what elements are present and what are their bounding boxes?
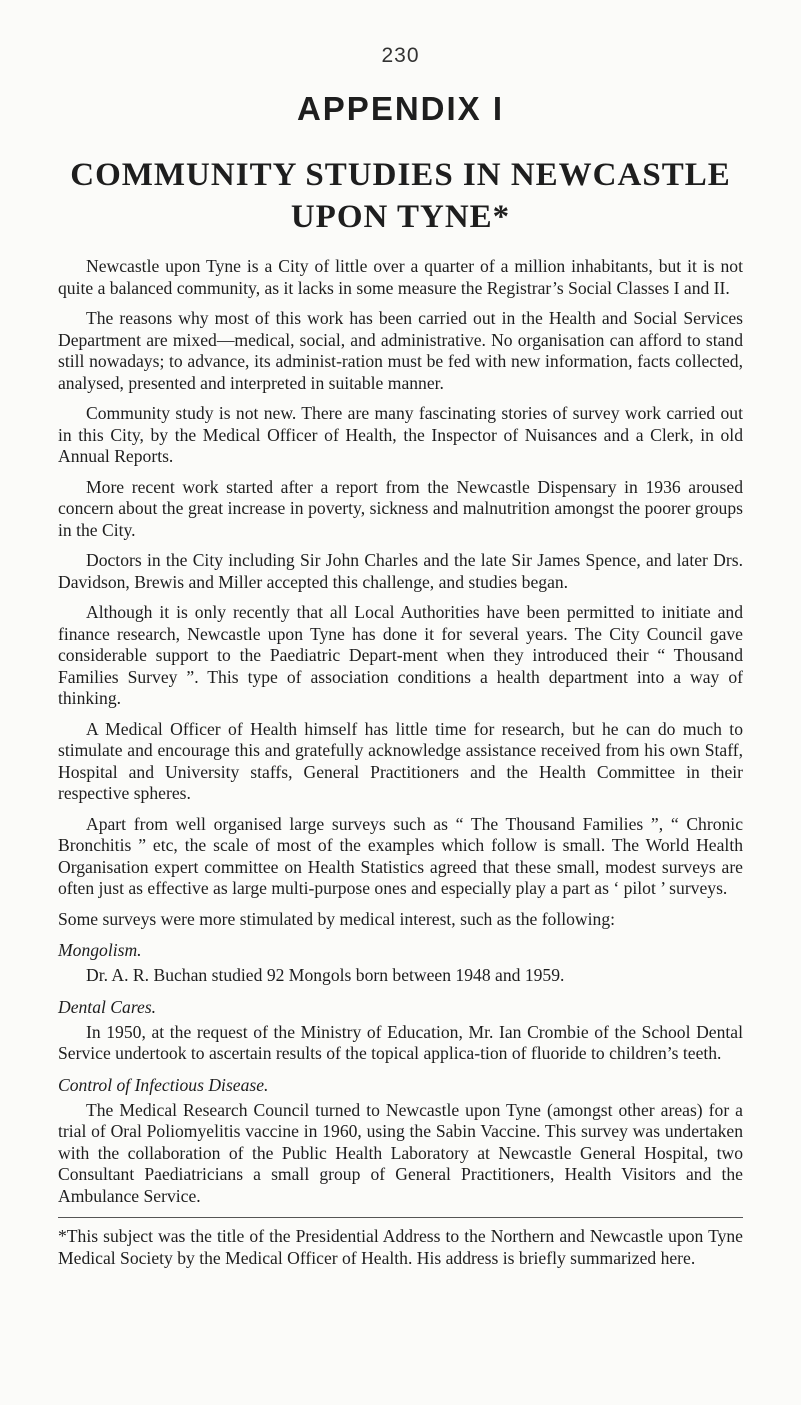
footnote: *This subject was the title of the Presidential Address to the Northern and Newcastle upon Tyne Medical Society by the Medical Officer of Health. His address is briefly summarized here. — [58, 1226, 743, 1268]
paragraph: A Medical Officer of Health himself has little time for research, but he can do much to stimulate and encourage this and gratefully acknowledge assistance received from his own Staff, Hospital and University staffs, General Practitioners and the Health Committee in their respective spheres. — [58, 718, 743, 803]
paragraph: Some surveys were more stimulated by medical interest, such as the following: — [58, 908, 616, 929]
section-heading-dental-cares: Dental Cares. — [58, 996, 157, 1017]
section-heading-mongolism: Mongolism. — [58, 940, 142, 960]
paragraph: Doctors in the City including Sir John Charles and the late Sir James Spence, and later Drs. Davidson, Brewis and Miller accepted this challenge, and studies began. — [58, 550, 743, 592]
section-text-infectious-disease: The Medical Research Council turned to Newcastle upon Tyne (amongst other areas) for a trial of Oral Poliomyelitis vaccine in 1960, using the Sabin Vaccine. This survey was undertaken with the collaboration of the Public Health Laboratory at Newcastle General Hospital, two Consultant Paediatricians a small group of General Practitioners, Health Visitors and the Ambulance Service. — [58, 1099, 743, 1206]
page-number: 230 — [381, 44, 420, 67]
paragraph: Community study is not new. There are many fascinating stories of survey work carried out in this City, by the Medical Officer of Health, the Inspector of Nuisances and a Clerk, in old Annual Reports. — [58, 403, 743, 466]
appendix-title: APPENDIX I — [296, 90, 505, 127]
section-heading-infectious-disease: Control of Infectious Disease. — [58, 1074, 269, 1095]
body-text — [58, 256, 743, 1207]
paragraph: Although it is only recently that all Local Authorities have been permitted to initiate and finance research, Newcastle upon Tyne has done it for several years. The City Council gave considerable support to the Paediatric Depart-ment when they introduced their “ Thousand Families Survey ”. This type of association conditions a health department into a way of thinking. — [58, 602, 743, 708]
paragraph: More recent work started after a report from the Newcastle Dispensary in 1936 aroused concern about the great increase in poverty, sickness and malnutrition amongst the poorer groups in the City. — [58, 476, 743, 540]
main-title-line-1: COMMUNITY STUDIES IN NEWCASTLE — [70, 157, 731, 193]
paragraph: The reasons why most of this work has been carried out in the Health and Social Services Department are mixed—medical, social, and administrative. No organisation can afford to stand still nowadays; to advance, its administ-ration must be fed with new information, facts collected, analysed, presented and interpreted in suitable manner. — [58, 308, 743, 393]
section-text-mongolism: Dr. A. R. Buchan studied 92 Mongols born between 1948 and 1959. — [86, 965, 565, 985]
section-text-dental-cares: In 1950, at the request of the Ministry of Education, Mr. Ian Crombie of the School Dental Service undertook to ascertain results of the topical applica-tion of fluoride to children’s teeth. — [58, 1021, 743, 1063]
main-title-line-2: UPON TYNE* — [290, 199, 511, 235]
paragraph: Newcastle upon Tyne is a City of little over a quarter of a million inhabitants, but it is not quite a balanced community, as it lacks in some measure the Registrar’s Social Classes I and II. — [58, 256, 743, 298]
main-title — [58, 154, 743, 238]
paragraph: Apart from well organised large surveys such as “ The Thousand Families ”, “ Chronic Bronchitis ” etc, the scale of most of the examples which follow is small. The World Health Organisation expert committee on Health Statistics agreed that these small, modest surveys are often just as effective as large multi-purpose ones and especially play a part as ‘ pilot ’ surveys. — [58, 813, 743, 898]
footnote-divider — [58, 1217, 743, 1218]
